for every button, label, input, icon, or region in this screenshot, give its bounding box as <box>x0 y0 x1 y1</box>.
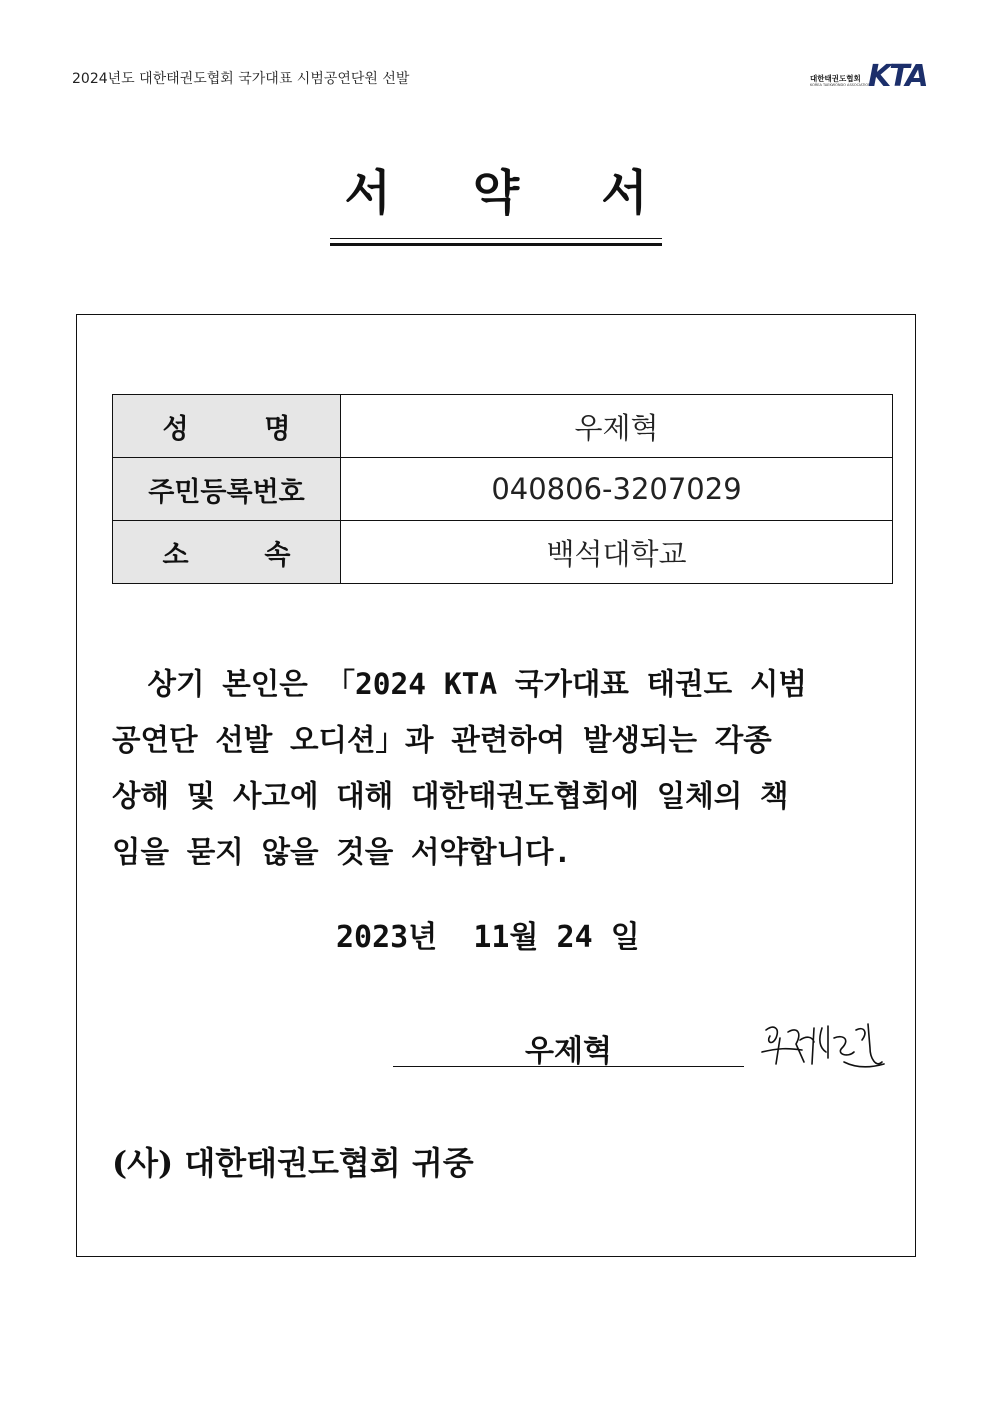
table-row <box>113 458 893 521</box>
pledge-line-2: 공연단 선발 오디션」과 관련하여 발생되는 각종 <box>112 723 772 757</box>
name-label: 성 명 <box>113 395 341 458</box>
signer-name: 우제혁 <box>525 1034 612 1069</box>
pledge-date: 2023년 11월 24 일 <box>336 920 640 955</box>
document-header: 2024년도 대한태권도협회 국가대표 시범공연단원 선발 <box>72 71 410 87</box>
affiliation-value: 백석대학교 <box>341 521 893 584</box>
title-underline <box>330 238 662 239</box>
logo-mark: KTA <box>868 59 927 94</box>
pledge-line-3: 상해 및 사고에 대해 대한태권도협회에 일체의 책 <box>112 779 789 813</box>
table-row <box>113 521 893 584</box>
kta-logo <box>810 59 927 94</box>
logo-org-name: 대한태권도협회 <box>810 74 861 83</box>
pledge-line-1: 상기 본인은 「2024 KTA 국가대표 태권도 시범 <box>112 667 807 701</box>
document-title <box>330 158 662 228</box>
title-char-1: 서 <box>344 165 391 221</box>
logo-subtitle: KOREA TAEKWONDO ASSOCIATION <box>810 83 871 87</box>
title-underline-thick <box>330 243 662 246</box>
title-char-2: 약 <box>472 165 520 221</box>
personal-info-table <box>112 394 893 584</box>
id-number-value: 040806-3207029 <box>341 458 893 521</box>
pledge-line-4: 임을 묻지 않을 것을 서약합니다. <box>112 835 572 869</box>
affiliation-label: 소 속 <box>113 521 341 584</box>
signature-line <box>393 1066 744 1067</box>
recipient: (사) 대한태권도협회 귀중 <box>112 1144 474 1182</box>
id-number-label: 주민등록번호 <box>113 458 341 521</box>
name-value: 우제혁 <box>341 395 893 458</box>
pledge-body <box>112 656 892 880</box>
title-char-3: 서 <box>601 165 648 221</box>
handwritten-signature <box>758 1018 888 1078</box>
table-row <box>113 395 893 458</box>
